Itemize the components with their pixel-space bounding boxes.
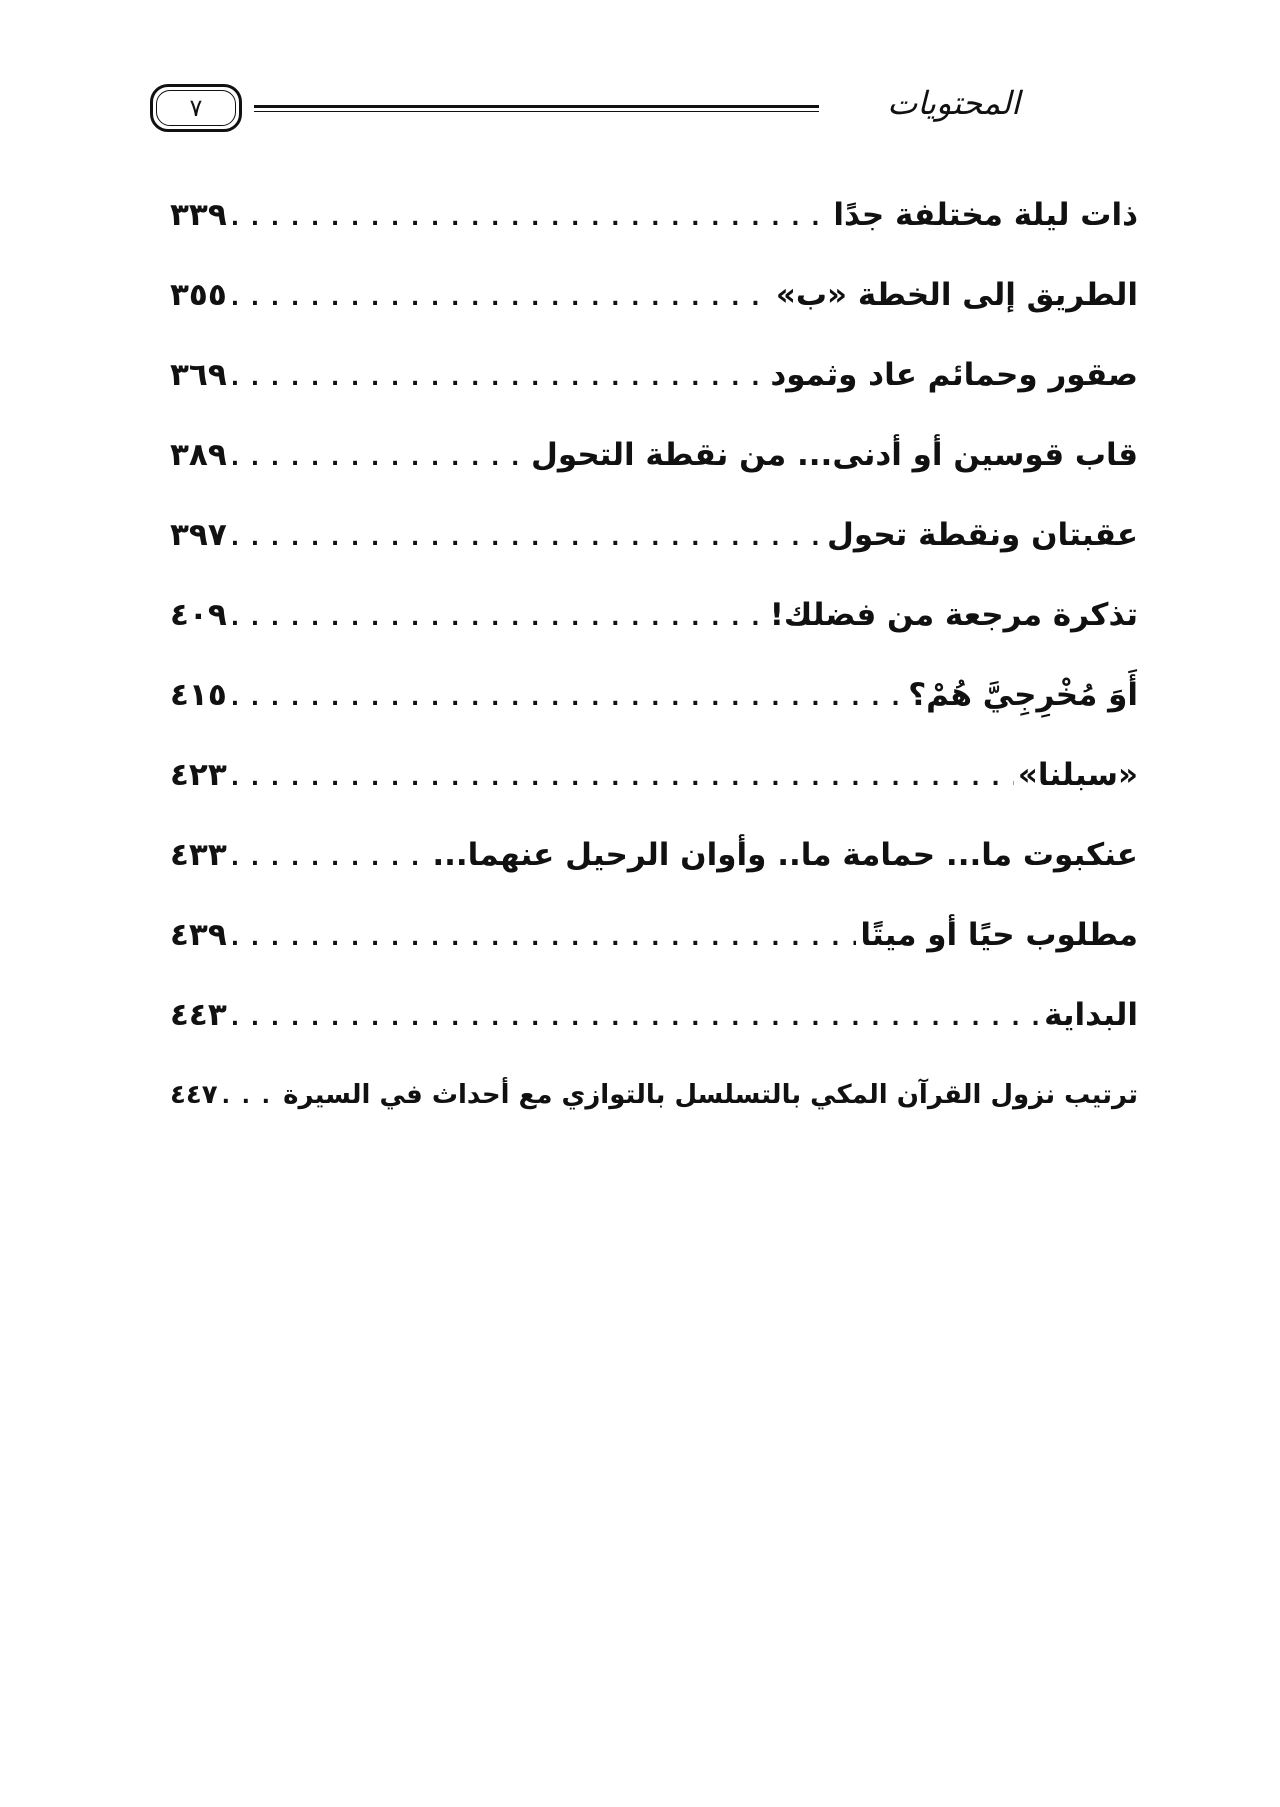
toc-entry[interactable] bbox=[170, 990, 1138, 1070]
toc-entry-page: ٣٨٩ bbox=[170, 437, 227, 473]
toc-entry-title: صقور وحمائم عاد وثمود bbox=[770, 357, 1138, 393]
toc-leader-dots bbox=[231, 994, 1040, 1044]
toc-entry[interactable] bbox=[170, 830, 1138, 910]
header-divider bbox=[254, 105, 819, 113]
toc-entry[interactable] bbox=[170, 590, 1138, 670]
page-number: ٧ bbox=[189, 94, 203, 122]
table-of-contents bbox=[170, 190, 1138, 1150]
toc-entry-page: ٤٣٩ bbox=[170, 917, 227, 953]
toc-leader-dots bbox=[231, 594, 766, 644]
toc-entry-page: ٤٣٣ bbox=[170, 837, 227, 873]
page-title: المحتويات bbox=[887, 84, 1020, 122]
toc-leader-dots bbox=[222, 1072, 280, 1122]
toc-leader-dots bbox=[231, 274, 772, 324]
toc-entry[interactable] bbox=[170, 270, 1138, 350]
toc-entry[interactable] bbox=[170, 1070, 1138, 1150]
toc-leader-dots bbox=[231, 834, 429, 884]
toc-leader-dots bbox=[231, 754, 1014, 804]
toc-leader-dots bbox=[231, 674, 904, 724]
header-divider-thin bbox=[254, 111, 819, 112]
toc-entry-title: تذكرة مرجعة من فضلك! bbox=[769, 597, 1138, 633]
toc-entry-page: ٤٤٧ bbox=[170, 1080, 218, 1110]
toc-entry-page: ٤٢٣ bbox=[170, 757, 227, 793]
toc-entry[interactable] bbox=[170, 670, 1138, 750]
toc-entry[interactable] bbox=[170, 510, 1138, 590]
toc-entry-page: ٣٣٩ bbox=[170, 197, 227, 233]
toc-entry[interactable] bbox=[170, 910, 1138, 990]
toc-leader-dots bbox=[231, 434, 527, 484]
toc-entry-title: قاب قوسين أو أدنى... من نقطة التحول bbox=[530, 437, 1138, 473]
toc-entry[interactable] bbox=[170, 750, 1138, 830]
toc-entry-page: ٤٠٩ bbox=[170, 597, 227, 633]
toc-entry-page: ٤٤٣ bbox=[170, 997, 227, 1033]
toc-entry-title: ترتيب نزول القرآن المكي بالتسلسل بالتوازي مع أحداث في السيرة bbox=[283, 1080, 1138, 1110]
toc-entry-title: ذات ليلة مختلفة جدًا bbox=[833, 197, 1138, 233]
toc-entry-title: عقبتان ونقطة تحول bbox=[826, 517, 1138, 553]
page-number-box bbox=[150, 84, 242, 132]
toc-entry-title: البداية bbox=[1044, 997, 1138, 1033]
toc-entry-page: ٣٥٥ bbox=[170, 277, 227, 313]
toc-entry-page: ٣٦٩ bbox=[170, 357, 227, 393]
page-header bbox=[150, 80, 1030, 140]
toc-leader-dots bbox=[231, 354, 767, 404]
toc-entry-title: الطريق إلى الخطة «ب» bbox=[775, 277, 1138, 313]
toc-entry[interactable] bbox=[170, 350, 1138, 430]
toc-entry-page: ٤١٥ bbox=[170, 677, 227, 713]
toc-leader-dots bbox=[231, 514, 823, 564]
toc-leader-dots bbox=[231, 194, 830, 244]
toc-leader-dots bbox=[231, 914, 857, 964]
toc-entry-title: «سبلنا» bbox=[1017, 757, 1138, 793]
toc-entry-title: مطلوب حيًا أو ميتًا bbox=[860, 917, 1138, 953]
toc-entry[interactable] bbox=[170, 190, 1138, 270]
toc-entry-page: ٣٩٧ bbox=[170, 517, 227, 553]
toc-entry-title: أَوَ مُخْرِجِيَّ هُمْ؟ bbox=[908, 677, 1138, 713]
toc-entry-title: عنكبوت ما... حمامة ما.. وأوان الرحيل عنهما... bbox=[432, 837, 1138, 873]
header-divider-thick bbox=[254, 105, 819, 108]
toc-entry[interactable] bbox=[170, 430, 1138, 510]
